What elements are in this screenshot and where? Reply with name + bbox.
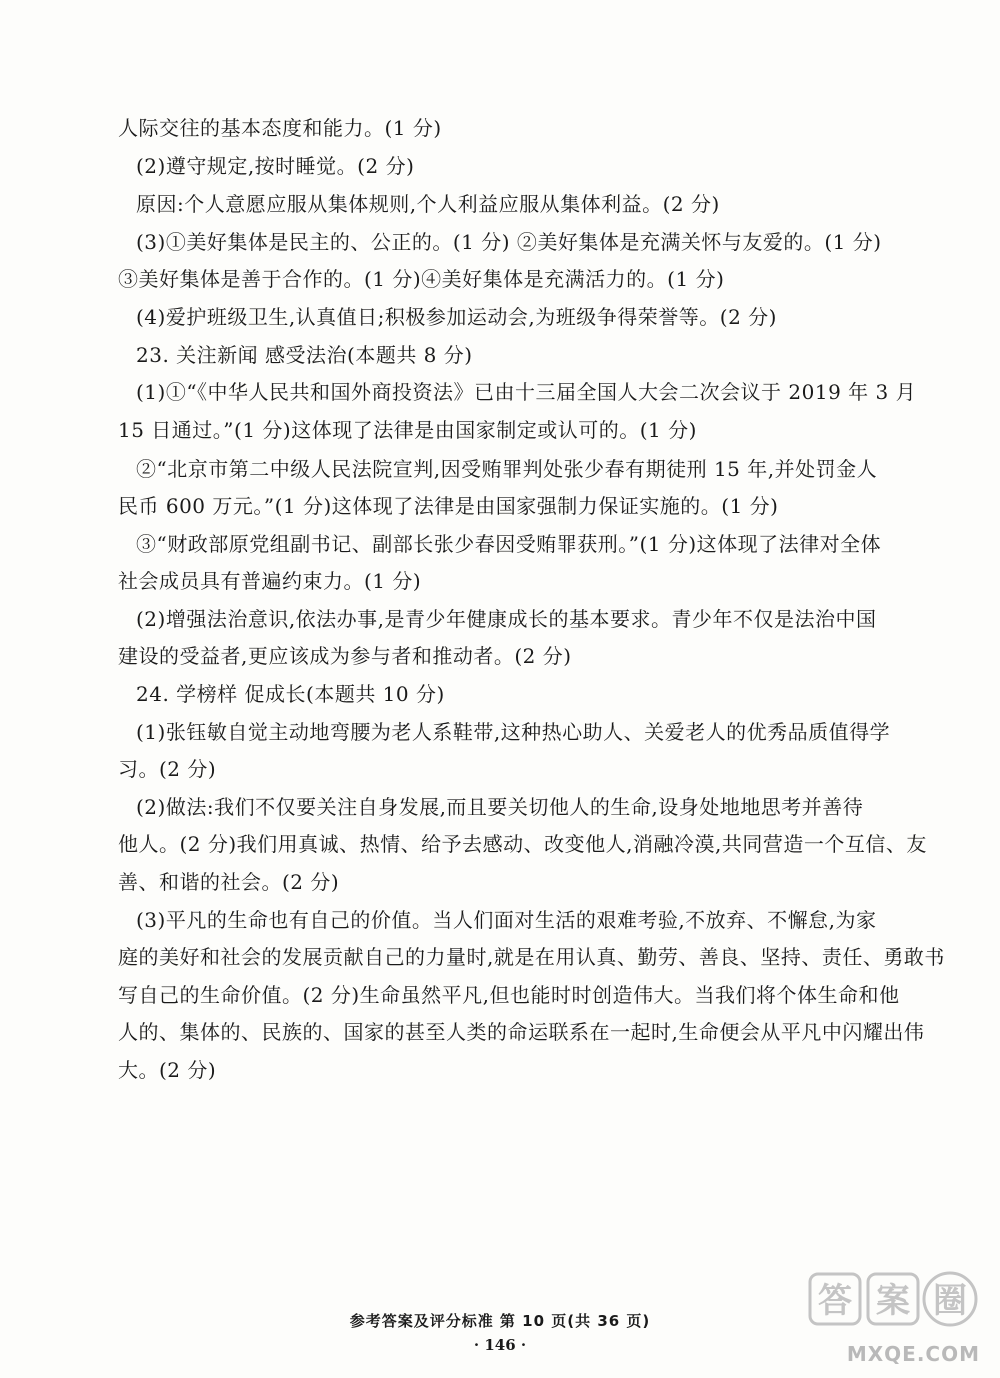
text-line: 写自己的生命价值。(2 分)生命虽然平凡,但也能时时创造伟大。当我们将个体生命和他 <box>118 983 900 1007</box>
svg-text:圈: 圈 <box>933 1281 967 1321</box>
svg-text:答: 答 <box>818 1281 852 1321</box>
text-line: 民币 600 万元。”(1 分)这体现了法律是由国家强制力保证实施的。(1 分) <box>118 494 779 518</box>
text-line: (4)爱护班级卫生,认真值日;积极参加运动会,为班级争得荣誉等。(2 分) <box>136 305 777 329</box>
question-heading: 24. 学榜样 促成长(本题共 10 分) <box>136 682 445 706</box>
text-line: 他人。(2 分)我们用真诚、热情、给予去感动、改变他人,消融冷漠,共同营造一个互信、友 <box>118 832 927 856</box>
text-line: ②“北京市第二中级人民法院宣判,因受贿罪判处张少春有期徒刑 15 年,并处罚金人 <box>136 457 878 481</box>
text-line: (2)做法:我们不仅要关注自身发展,而且要关切他人的生命,设身处地地思考并善待 <box>136 795 864 819</box>
text-line: ③美好集体是善于合作的。(1 分)④美好集体是充满活力的。(1 分) <box>118 267 725 291</box>
text-line: 人际交往的基本态度和能力。(1 分) <box>118 116 442 140</box>
text-line: 善、和谐的社会。(2 分) <box>118 870 340 894</box>
text-line: 原因:个人意愿应服从集体规则,个人利益应服从集体利益。(2 分) <box>136 192 720 216</box>
watermark-site: MXQE.COM <box>846 1342 980 1366</box>
text-line: (1)①“《中华人民共和国外商投资法》已由十三届全国人大会二次会议于 2019 年 3 月 <box>136 380 917 404</box>
text-line: (3)①美好集体是民主的、公正的。(1 分) ②美好集体是充满关怀与友爱的。(1 分) <box>136 230 882 254</box>
text-line: (2)遵守规定,按时睡觉。(2 分) <box>136 154 415 178</box>
svg-text:案: 案 <box>876 1281 910 1321</box>
question-heading: 23. 关注新闻 感受法治(本题共 8 分) <box>136 343 473 367</box>
text-line: (3)平凡的生命也有自己的价值。当人们面对生活的艰难考验,不放弃、不懈怠,为家 <box>136 908 877 932</box>
page-footer-caption: 参考答案及评分标准 第 10 页(共 36 页) <box>349 1312 651 1330</box>
text-line: (2)增强法治意识,依法办事,是青少年健康成长的基本要求。青少年不仅是法治中国 <box>136 607 877 631</box>
text-line: (1)张钰敏自觉主动地弯腰为老人系鞋带,这种热心助人、关爱老人的优秀品质值得学 <box>136 720 891 744</box>
text-line: 建设的受益者,更应该成为参与者和推动者。(2 分) <box>118 644 572 668</box>
text-line: ③“财政部原党组副书记、副部长张少春因受贿罪获刑。”(1 分)这体现了法律对全体 <box>136 532 882 556</box>
text-line: 人的、集体的、民族的、国家的甚至人类的命运联系在一起时,生命便会从平凡中闪耀出伟 <box>118 1020 925 1044</box>
text-line: 社会成员具有普遍约束力。(1 分) <box>118 569 422 593</box>
text-line: 庭的美好和社会的发展贡献自己的力量时,就是在用认真、勤劳、善良、坚持、责任、勇敢书 <box>118 945 945 969</box>
text-line: 15 日通过。”(1 分)这体现了法律是由国家制定或认可的。(1 分) <box>118 418 697 442</box>
text-line: 习。(2 分) <box>118 757 217 781</box>
page-number: · 146 · <box>473 1336 527 1354</box>
text-line: 大。(2 分) <box>118 1058 217 1082</box>
